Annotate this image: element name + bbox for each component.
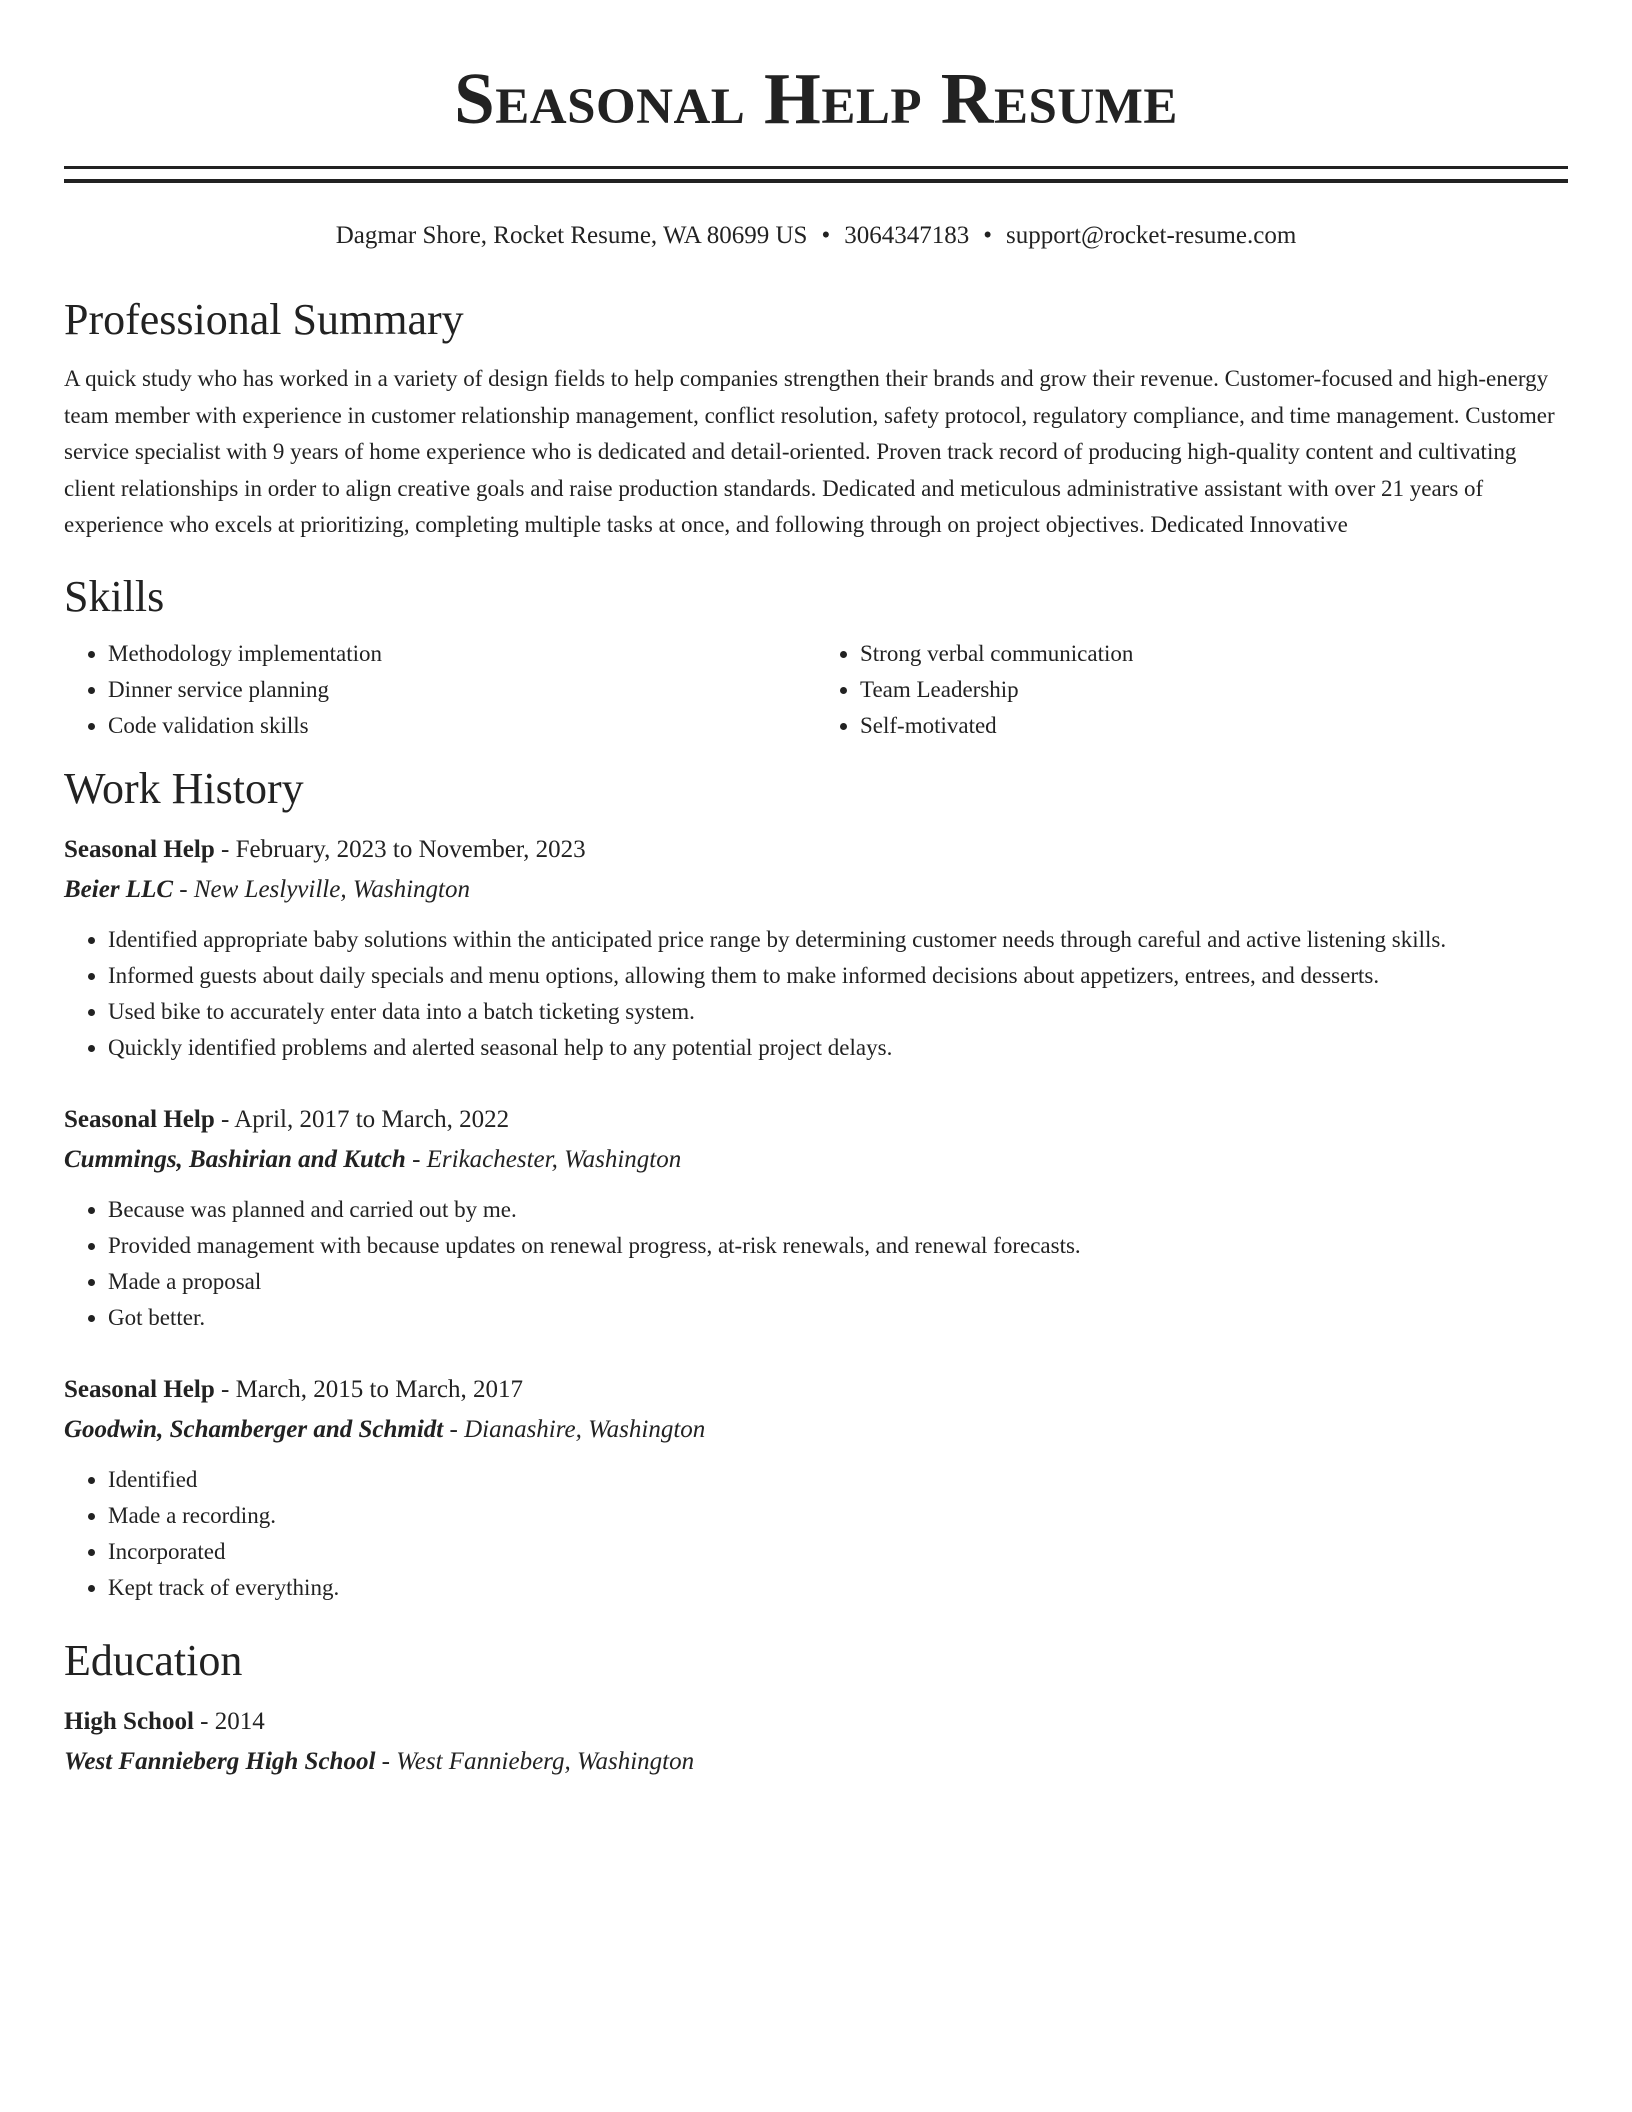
education-year: 2014 [214,1707,265,1735]
job-title: Seasonal Help [64,1105,215,1133]
job-location: New Leslyville, Washington [193,875,470,903]
contact-line [64,219,1568,253]
job-bullet: • Identified [108,1462,1568,1498]
job-location: Dianashire, Washington [464,1415,706,1443]
job-bullet: • Kept track of everything. [108,1570,1568,1606]
skills-list-right [816,636,1568,744]
job-bullet: • Made a proposal [108,1264,1568,1300]
skills-columns [64,636,1568,744]
job-bullets [64,1462,1568,1606]
job-company: Cummings, Bashirian and Kutch [64,1145,406,1173]
job-dates: February, 2023 to November, 2023 [235,835,586,863]
job-company: Goodwin, Schamberger and Schmidt [64,1415,444,1443]
job-bullet: • Made a recording. [108,1498,1568,1534]
title-double-rule [64,166,1568,183]
job-entry [64,830,1568,1066]
job-header: Seasonal Help - March, 2015 to March, 2017 [64,1375,524,1403]
contact-separator: • [821,222,831,249]
job-bullet: • Quickly identified problems and alerted seasonal help to any potential project delays. [108,1030,1568,1066]
job-company: Beier LLC [64,875,174,903]
job-header: Seasonal Help - February, 2023 to November, 2023 [64,835,586,863]
job-employer: Cummings, Bashirian and Kutch - Erikachester, Washington [64,1145,682,1173]
education-entry [64,1702,1568,1782]
work-history-heading: Work History [64,763,304,813]
education-heading: Education [64,1635,243,1685]
job-employer: Beier LLC - New Leslyville, Washington [64,875,470,903]
education-degree: High School [64,1707,194,1735]
job-bullet: • Got better. [108,1300,1568,1336]
skill-item: • Methodology implementation [108,636,816,672]
job-header: Seasonal Help - April, 2017 to March, 2022 [64,1105,510,1133]
contact-phone: 3064347183 [844,222,970,249]
skill-item: • Self-motivated [860,708,1568,744]
education-location: West Fannieberg, Washington [396,1747,695,1775]
contact-email: support@rocket-resume.com [1005,222,1297,249]
job-dates: March, 2015 to March, 2017 [235,1375,524,1403]
skill-item: • Strong verbal communication [860,636,1568,672]
job-title: Seasonal Help [64,1375,215,1403]
contact-separator: • [983,222,992,249]
job-bullet: • Provided management with because updates on renewal progress, at-risk renewals, and renewal forecasts. [108,1228,1568,1264]
job-bullet: • Used bike to accurately enter data into a batch ticketing system. [108,994,1568,1030]
summary-text: A quick study who has worked in a variety of design fields to help companies strengthen their brands and grow their revenue. Customer-focused and high-energy team member with experience in customer relationship management, conflict resolution, safety protocol, regulatory compliance, and time management. Customer service specialist with 9 years of home experience who is dedicated and detail-oriented. Proven track record of producing high-quality content and cultivating client relationships in order to align creative goals and raise production standards. Dedicated and meticulous administrative assistant with over 21 years of experience who excels at prioritizing, completing multiple tasks at once, and following through on project objectives. Dedicated Innovative [64,366,1555,537]
resume-title: Seasonal Help Resume [454,58,1178,139]
job-entry [64,1100,1568,1336]
job-location: Erikachester, Washington [426,1145,682,1173]
job-entry [64,1370,1568,1606]
summary-heading: Professional Summary [64,295,464,344]
education-school-line: West Fannieberg High School - West Fannieberg, Washington [64,1747,695,1775]
job-title: Seasonal Help [64,835,215,863]
skills-heading: Skills [64,571,165,621]
job-bullet: • Incorporated [108,1534,1568,1570]
contact-address: Dagmar Shore, Rocket Resume, WA 80699 US [335,222,808,249]
education-school: West Fannieberg High School [64,1747,376,1775]
skill-item: • Dinner service planning [108,672,816,708]
job-employer: Goodwin, Schamberger and Schmidt - Dianashire, Washington [64,1415,706,1443]
skill-item: • Team Leadership [860,672,1568,708]
job-bullet: • Informed guests about daily specials and menu options, allowing them to make informed decisions about appetizers, entrees, and desserts. [108,958,1568,994]
job-bullet: • Identified appropriate baby solutions within the anticipated price range by determining customer needs through careful and active listening skills. [108,922,1568,958]
skill-item: • Code validation skills [108,708,816,744]
job-dates: April, 2017 to March, 2022 [234,1105,510,1133]
job-bullets [64,1192,1568,1336]
education-header: High School - 2014 [64,1707,265,1735]
job-bullets [64,922,1568,1066]
skills-list-left [64,636,816,744]
job-bullet: • Because was planned and carried out by me. [108,1192,1568,1228]
